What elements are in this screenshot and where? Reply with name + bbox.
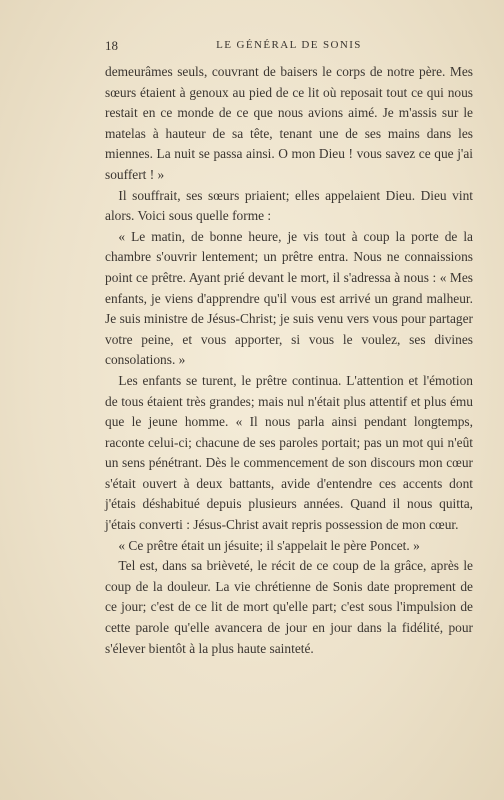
body-text [105,62,473,659]
paragraph: Tel est, dans sa brièveté, le récit de ce coup de la grâce, après le coup de la douleur. La vie chrétienne de Sonis date proprement de ce jour; c'est de ce lit de mort qu'elle part; c'est sous l'impulsion de cette parole qu'elle avancera de jour en jour dans la fidélité, pour s'élever bientôt à la plus haute sainteté. [105,558,473,656]
paragraph: Les enfants se turent, le prêtre continua. L'attention et l'émotion de tous étaient très grandes; mais nul n'était plus attentif et plus ému que le jeune homme. « Il nous parla ainsi pendant longtemps, raconte celui-ci; chacune de ses paroles portait; pas un mot qui n'eût un sens pénétrant. Dès le commencement de son discours mon cœur s'était ouvert à deux battants, avide d'entendre ces accents dont j'étais déshabitué depuis plusieurs années. Quand il nous quitta, j'étais converti : Jésus-Christ avait repris possession de mon cœur. [105,372,473,533]
paragraph: demeurâmes seuls, couvrant de baisers le corps de notre père. Mes sœurs étaient à genoux au pied de ce lit où reposait tout ce qui nous restait en ce monde de ce que nous avions aimé. Je m'assis sur le matelas à hauteur de sa tête, tenant une de ses mains dans les miennes. La nuit se passa ainsi. O mon Dieu ! vous savez ce que j'ai souffert ! » [105,64,473,182]
running-title: LE GÉNÉRAL DE SONIS [216,39,362,51]
page-header [105,38,473,54]
paragraph: « Ce prêtre était un jésuite; il s'appelait le père Poncet. » [118,537,420,553]
paragraph: Il souffrait, ses sœurs priaient; elles appelaient Dieu. Dieu vint alors. Voici sous quelle forme : [105,187,473,224]
paragraph: « Le matin, de bonne heure, je vis tout à coup la porte de la chambre s'ouvrir lentement; un prêtre entra. Nous ne connaissions point ce prêtre. Ayant prié devant le mort, il s'adressa à nous : « Mes enfants, je viens d'apprendre qu'il vous est arrivé un grand malheur. Je suis ministre de Jésus-Christ; je suis venu vers vous pour partager votre peine, et vous apporter, si vous le voulez, ses divines consolations. » [105,228,473,368]
page-number: 18 [105,38,118,53]
